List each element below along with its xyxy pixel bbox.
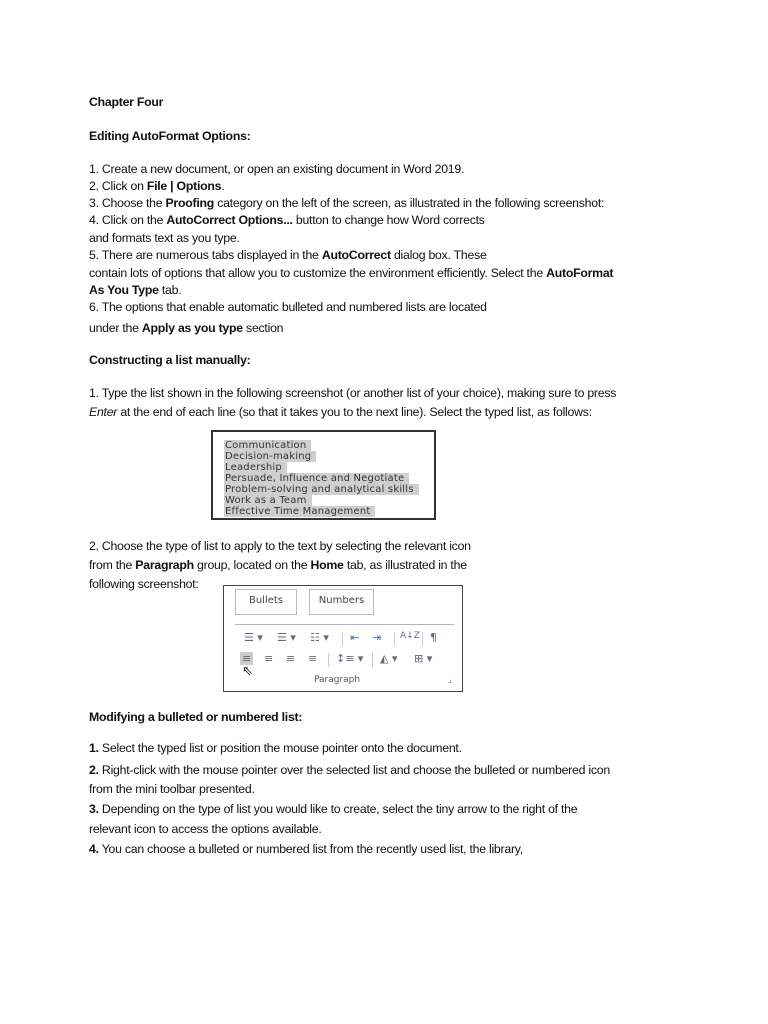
text-run: tab, as illustrated in the — [343, 558, 467, 572]
list-item: Problem-solving and analytical skills — [224, 484, 419, 495]
text-run: 5. There are numerous tabs displayed in the — [89, 248, 322, 262]
paragraph-line — [89, 385, 616, 401]
text-run: dialog box. These — [390, 248, 487, 262]
align-center-icon: ≡ — [264, 652, 274, 665]
paragraph-line — [89, 781, 255, 797]
text-run: AutoCorrect Options... — [166, 213, 293, 227]
list-item: Leadership — [224, 462, 287, 473]
text-run: 1. — [89, 741, 99, 755]
heading — [89, 128, 251, 144]
text-run: under the — [89, 321, 142, 335]
mouse-pointer-icon: ⇖ — [242, 664, 253, 679]
text-run: section — [242, 321, 284, 335]
text-run: Chapter Four — [89, 95, 164, 109]
pilcrow-icon: ¶ — [430, 631, 437, 644]
text-run: contain lots of options that allow you to customize the environment efficiently. Select the — [89, 266, 547, 280]
text-run: Proofing — [165, 196, 215, 210]
text-run: Paragraph — [135, 558, 194, 572]
text-run: and formats text as you type. — [89, 231, 240, 245]
bullets-icon: ☰ ▾ — [244, 631, 263, 644]
paragraph-line — [89, 247, 487, 263]
paragraph-line — [89, 282, 181, 298]
text-run: Apply as you type — [141, 321, 243, 335]
shading-icon: ◭ ▾ — [380, 652, 398, 665]
paragraph-line — [89, 841, 523, 857]
text-run: tab. — [158, 283, 182, 297]
paragraph-line — [89, 762, 610, 778]
text-run: 2. Choose the type of list to apply to the text by selecting the relevant icon — [89, 539, 471, 553]
sort-icon: A↓Z — [400, 631, 420, 641]
typed-list-screenshot — [211, 430, 436, 520]
separator — [342, 632, 343, 646]
bullets-callout: Bullets — [235, 589, 297, 615]
align-right-icon: ≡ — [286, 652, 296, 665]
text-run: relevant icon to access the options available. — [89, 822, 322, 836]
heading — [89, 94, 163, 110]
text-run: AutoFormat — [546, 266, 614, 280]
dialog-launcher-icon: ⌟ — [448, 675, 452, 684]
paragraph-line — [89, 230, 240, 246]
paragraph-line — [89, 821, 322, 837]
text-run: 2. — [89, 763, 99, 777]
text-run: 1. Type the list shown in the following screenshot (or another list of your choice), making sure to press — [89, 386, 617, 400]
paragraph-line — [89, 538, 471, 554]
paragraph-line — [89, 195, 604, 211]
paragraph-line — [89, 740, 462, 756]
separator — [422, 632, 423, 646]
paragraph-line — [89, 299, 487, 315]
paragraph-line — [89, 801, 577, 817]
paragraph-line — [89, 178, 224, 194]
text-run: from the mini toolbar presented. — [89, 782, 255, 796]
text-run: 3. — [89, 802, 99, 816]
text-run: group, located on the — [193, 558, 311, 572]
text-run: As You Type — [89, 283, 159, 297]
justify-icon: ≡ — [308, 652, 318, 665]
paragraph-group-label: Paragraph — [314, 675, 361, 685]
text-run: 4. — [89, 842, 99, 856]
text-run: 2. Click on — [89, 179, 147, 193]
text-run: 6. The options that enable automatic bulleted and numbered lists are located — [89, 300, 487, 314]
paragraph-line — [89, 557, 467, 573]
numbers-callout: Numbers — [309, 589, 374, 615]
text-run: You can choose a bulleted or numbered list from the recently used list, the library, — [98, 842, 523, 856]
text-run: category on the left of the screen, as illustrated in the following screenshot: — [214, 196, 605, 210]
separator — [328, 653, 329, 667]
text-run: Editing AutoFormat Options: — [89, 129, 251, 143]
text-run: AutoCorrect — [321, 248, 391, 262]
text-run: Enter — [89, 405, 118, 419]
align-left-icon: ≡ — [242, 652, 252, 665]
paragraph-line — [89, 320, 283, 336]
text-run: File | Options — [146, 179, 222, 193]
paragraph-line — [89, 576, 199, 592]
separator — [372, 653, 373, 667]
text-run: . — [221, 179, 225, 193]
text-run: 4. Click on the — [89, 213, 167, 227]
list-item: Effective Time Management — [224, 506, 375, 517]
paragraph-line — [89, 212, 485, 228]
list-item: Persuade, Influence and Negotiate — [224, 473, 409, 484]
heading — [89, 352, 251, 368]
multilevel-list-icon: ☷ ▾ — [310, 631, 329, 644]
text-run: Depending on the type of list you would like to create, select the tiny arrow to the right of the — [98, 802, 578, 816]
text-run: Constructing a list manually: — [89, 353, 251, 367]
increase-indent-icon: ⇥ — [372, 631, 382, 644]
text-run: at the end of each line (so that it takes you to the next line). Select the typed list, as follows: — [117, 405, 592, 419]
text-run: 1. Create a new document, or open an existing document in Word 2019. — [89, 162, 465, 176]
text-run: following screenshot: — [89, 577, 199, 591]
list-item: Work as a Team — [224, 495, 312, 506]
paragraph-line — [89, 161, 464, 177]
paragraph-line — [89, 265, 613, 281]
text-run: button to change how Word corrects — [292, 213, 485, 227]
decrease-indent-icon: ⇤ — [350, 631, 360, 644]
text-run: Right-click with the mouse pointer over the selected list and choose the bulleted or numbered icon — [98, 763, 610, 777]
numbering-icon: ☰ ▾ — [277, 631, 296, 644]
text-run: from the — [89, 558, 136, 572]
borders-icon: ⊞ ▾ — [414, 652, 433, 665]
text-run: 3. Choose the — [89, 196, 166, 210]
paragraph-group-screenshot — [223, 585, 463, 692]
text-run: Select the typed list or position the mouse pointer onto the document. — [98, 741, 462, 755]
list-item: Decision-making — [224, 451, 316, 462]
line-spacing-icon: ↕≡ ▾ — [336, 652, 364, 665]
heading — [89, 709, 302, 725]
separator — [394, 632, 395, 646]
ribbon-divider — [235, 624, 454, 625]
paragraph-line — [89, 404, 592, 420]
text-run: Home — [310, 558, 344, 572]
text-run: Modifying a bulleted or numbered list: — [89, 710, 303, 724]
list-item: Communication — [224, 440, 311, 451]
